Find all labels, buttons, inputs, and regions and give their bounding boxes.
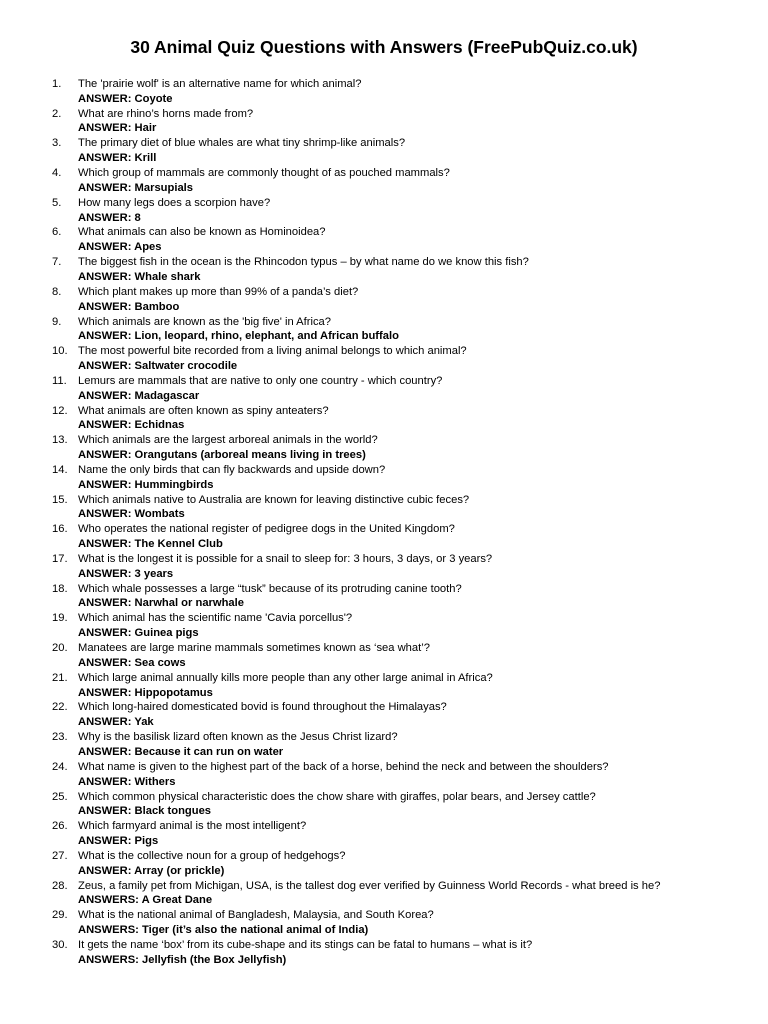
question-number: 8.	[52, 285, 62, 298]
question-text: The biggest fish in the ocean is the Rhincodon typus – by what name do we know this fish?	[78, 256, 529, 269]
answer-text: ANSWER: Madagascar	[78, 389, 200, 402]
question-number: 29.	[52, 909, 68, 922]
question-item	[0, 611, 768, 641]
answer-text: ANSWER: Wombats	[78, 508, 185, 521]
question-text: Why is the basilisk lizard often known as the Jesus Christ lizard?	[78, 731, 398, 744]
answer-text: ANSWER: Sea cows	[78, 656, 186, 669]
question-number: 25.	[52, 790, 68, 803]
question-item	[0, 255, 768, 285]
question-item	[0, 285, 768, 315]
question-number: 11.	[52, 374, 67, 387]
question-item	[0, 107, 768, 137]
question-number: 14.	[52, 463, 68, 476]
question-item	[0, 433, 768, 463]
answer-text: ANSWERS: Jellyfish (the Box Jellyfish)	[78, 953, 287, 966]
question-item	[0, 819, 768, 849]
question-number: 16.	[52, 523, 68, 536]
question-text: Which animals are the largest arboreal animals in the world?	[78, 434, 378, 447]
question-text: What animals can also be known as Hominoidea?	[78, 226, 326, 239]
question-number: 6.	[52, 226, 62, 239]
answer-text: ANSWER: 8	[78, 211, 141, 224]
question-item	[0, 136, 768, 166]
question-number: 15.	[52, 493, 68, 506]
answer-text: ANSWER: Lion, leopard, rhino, elephant, and African buffalo	[78, 330, 399, 343]
answer-text: ANSWER: Hair	[78, 122, 157, 135]
question-text: Which animals native to Australia are known for leaving distinctive cubic feces?	[78, 493, 470, 506]
question-number: 17.	[52, 553, 68, 565]
question-number: 13.	[52, 434, 68, 447]
answer-text: ANSWER: Saltwater crocodile	[78, 359, 238, 372]
question-item	[0, 641, 768, 671]
question-text: Which common physical characteristic does the chow share with giraffes, polar bears, and Jersey cattle?	[78, 790, 596, 803]
question-number: 26.	[52, 820, 68, 833]
question-number: 18.	[52, 582, 68, 595]
answer-text: ANSWER: Apes	[78, 241, 162, 254]
question-text: The 'prairie wolf' is an alternative name for which animal?	[78, 78, 362, 90]
question-number: 12.	[52, 404, 68, 417]
question-item	[0, 908, 768, 938]
answer-text: ANSWER: Narwhal or narwhale	[78, 597, 244, 610]
question-number: 4.	[52, 167, 62, 180]
question-text: Which animal has the scientific name 'Cavia porcellus'?	[78, 612, 353, 625]
question-text: Manatees are large marine mammals sometimes known as ‘sea what’?	[78, 642, 430, 655]
question-text: What is the longest it is possible for a snail to sleep for: 3 hours, 3 days, or 3 years?	[78, 553, 493, 565]
question-text: Which group of mammals are commonly thought of as pouched mammals?	[78, 167, 450, 180]
question-item	[0, 760, 768, 790]
answer-text: ANSWER: Orangutans (arboreal means living in trees)	[78, 449, 366, 462]
question-number: 9.	[52, 315, 62, 328]
question-text: What animals are often known as spiny anteaters?	[78, 404, 329, 417]
question-text: How many legs does a scorpion have?	[78, 196, 271, 209]
answer-text: ANSWER: Pigs	[78, 834, 159, 847]
question-number: 30.	[52, 938, 68, 951]
answer-text: ANSWERS: A Great Dane	[78, 894, 213, 907]
question-item	[0, 225, 768, 255]
question-text: What are rhino’s horns made from?	[78, 107, 254, 120]
answer-text: ANSWER: Krill	[78, 152, 157, 165]
answer-text: ANSWER: Hippopotamus	[78, 686, 213, 699]
answer-text: ANSWER: 3 years	[78, 567, 174, 580]
question-item	[0, 77, 768, 107]
question-text: Lemurs are mammals that are native to only one country - which country?	[78, 374, 443, 387]
answer-text: ANSWER: Guinea pigs	[78, 627, 199, 640]
question-text: Which farmyard animal is the most intelligent?	[78, 820, 307, 833]
question-number: 10.	[52, 345, 68, 358]
question-number: 27.	[52, 849, 68, 862]
answer-text: ANSWER: Yak	[78, 716, 154, 729]
question-text: Who operates the national register of pedigree dogs in the United Kingdom?	[78, 523, 455, 536]
question-list	[0, 77, 768, 968]
question-item	[0, 522, 768, 552]
question-text: Which long-haired domesticated bovid is found throughout the Himalayas?	[78, 701, 447, 714]
question-number: 2.	[52, 107, 62, 120]
question-item	[0, 582, 768, 612]
question-item	[0, 849, 768, 879]
question-text: Which whale possesses a large “tusk” because of its protruding canine tooth?	[78, 582, 462, 595]
answer-text: ANSWER: Hummingbirds	[78, 478, 214, 491]
question-item	[0, 344, 768, 374]
question-text: Which plant makes up more than 99% of a panda’s diet?	[78, 285, 359, 298]
question-text: Name the only birds that can fly backwards and upside down?	[78, 463, 386, 476]
question-item	[0, 879, 768, 909]
question-item	[0, 463, 768, 493]
question-item	[0, 552, 768, 582]
question-number: 1.	[52, 78, 62, 90]
question-number: 22.	[52, 701, 68, 714]
question-text: The primary diet of blue whales are what tiny shrimp-like animals?	[78, 137, 406, 150]
question-item	[0, 315, 768, 345]
question-number: 24.	[52, 760, 68, 773]
question-text: The most powerful bite recorded from a living animal belongs to which animal?	[78, 345, 467, 358]
question-item	[0, 730, 768, 760]
answer-text: ANSWER: Withers	[78, 775, 176, 788]
question-text: What is the national animal of Bangladesh, Malaysia, and South Korea?	[78, 909, 434, 922]
question-text: Which animals are known as the 'big five' in Africa?	[78, 315, 332, 328]
question-number: 5.	[52, 196, 62, 209]
question-item	[0, 700, 768, 730]
answer-text: ANSWER: Array (or prickle)	[78, 864, 225, 877]
question-number: 20.	[52, 642, 68, 655]
answer-text: ANSWER: The Kennel Club	[78, 538, 223, 551]
question-item	[0, 790, 768, 820]
answer-text: ANSWER: Bamboo	[78, 300, 180, 313]
answer-text: ANSWER: Coyote	[78, 92, 173, 105]
question-item	[0, 166, 768, 196]
question-item	[0, 493, 768, 523]
question-text: What is the collective noun for a group of hedgehogs?	[78, 849, 346, 862]
question-item	[0, 404, 768, 434]
question-item	[0, 196, 768, 226]
answer-text: ANSWER: Marsupials	[78, 181, 193, 194]
question-number: 3.	[52, 137, 62, 150]
answer-text: ANSWER: Echidnas	[78, 419, 185, 432]
document-title: 30 Animal Quiz Questions with Answers (FreePubQuiz.co.uk)	[130, 37, 638, 57]
answer-text: ANSWERS: Tiger (it’s also the national animal of India)	[78, 924, 369, 937]
answer-text: ANSWER: Whale shark	[78, 270, 201, 283]
answer-text: ANSWER: Black tongues	[78, 805, 212, 818]
answer-text: ANSWER: Because it can run on water	[78, 745, 284, 758]
question-number: 28.	[52, 879, 68, 892]
question-text: What name is given to the highest part of the back of a horse, behind the neck and between the shoulders?	[78, 760, 609, 773]
question-text: Zeus, a family pet from Michigan, USA, is the tallest dog ever verified by Guinness World Records - what breed is he?	[78, 879, 661, 892]
question-number: 21.	[52, 671, 68, 684]
question-item	[0, 671, 768, 701]
question-number: 19.	[52, 612, 68, 625]
question-text: It gets the name ‘box’ from its cube-shape and its stings can be fatal to humans – what is it?	[78, 938, 533, 951]
question-number: 7.	[52, 256, 62, 269]
question-text: Which large animal annually kills more people than any other large animal in Africa?	[78, 671, 493, 684]
question-item	[0, 374, 768, 404]
question-item	[0, 938, 768, 968]
question-number: 23.	[52, 731, 68, 744]
